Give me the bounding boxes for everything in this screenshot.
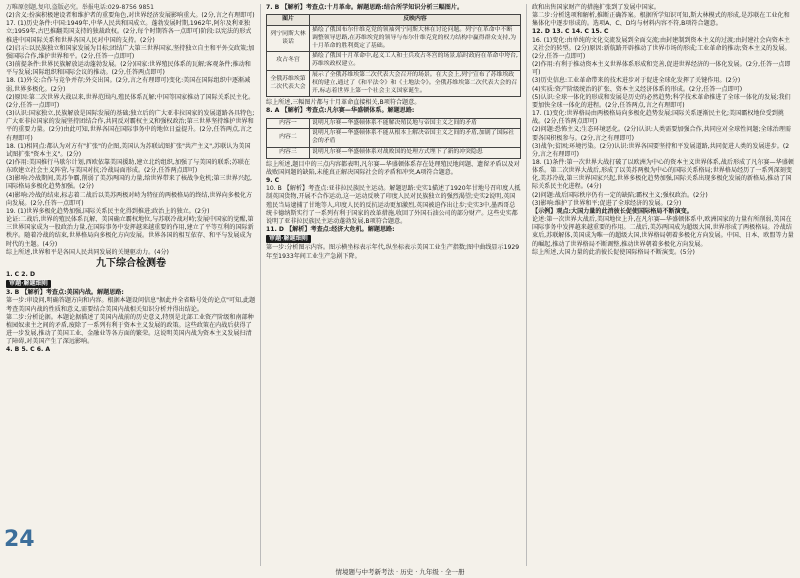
- answer-line: 9. C: [266, 177, 280, 185]
- paragraph: 综上所述,世界和平是各国人民共同发展的关键驱动力。(4分): [6, 248, 169, 256]
- table-row: [267, 148, 521, 159]
- paragraph: (2)问题:恐怖主义;生态环境恶化。(2分)认识:人类需要加强合作,共同应对全球性问题;全球治理需要各国积极参与。(2分,言之有理即可): [532, 126, 791, 142]
- section-tag: 审题·解题细则: [266, 235, 311, 243]
- analysis-table-2: [266, 118, 521, 159]
- footer-text: 情境题与中考新考法 · 历史 · 九年级 · 全一册: [335, 568, 465, 576]
- analysis-table-1: [266, 14, 521, 97]
- paragraph: 10. B 【解析】考查点:亚非拉民族民主运动。解题思路:史实1描述了1920年甘地号召印度人抵制英国货物,开展不合作运动,这一运动反映了印度人民对民族独立的强烈渴望;史实2说明,英国殖民当局逮捕了甘地等人,印度人民的反抗运动更加激烈,英国被迫作出让步;史实3中,墨西哥总统卡德纳斯实行了一系列有利于国家的改革措施,收回了外国石油公司的部分财产。这些史实都说明了亚非拉民族民主运动蓬勃发展,B项符合题意。: [266, 185, 521, 225]
- paragraph: 第二步:分析选项和解析,推断正确答案。根据所学知识可知,斯大林模式的形成,是苏联在工业化和集体化中逐步形成的。选项A、C、D均与材料内容不符,B项符合题意。: [532, 12, 790, 28]
- answer-line: 11. D 【解析】考查点:经济大危机。解题思路:: [266, 226, 395, 234]
- paragraph: (4)实质:资产阶级统治的扩张、资本主义经济体系的形成。(2分,任答一点即可): [532, 85, 743, 93]
- paragraph: 论证:二战后,世界的殖民体系瓦解、美国确立霸权地位,与苏联冷战对峙;发展中国家的觉醒,第三世界国家成为一股政治力量,在国际事务中发挥越来越重要的作用,建立了平等互利的国际新秩序。随着冷战的结束,世界格局向多极化方向发展。世界各国的相互依存、和平与发展成为时代的主题。(4分): [6, 216, 254, 248]
- table-header: 反映内容: [310, 15, 521, 26]
- section-title: 九下综合检测卷: [96, 257, 166, 269]
- table-cell: 说明凡尔赛—华盛顿体系不能解决殖民地与帝国主义之间的矛盾: [310, 118, 521, 129]
- paragraph: (3)影响:维护了世界和平;促进了全球经济的发展。(2分): [532, 199, 682, 207]
- header-notice: 万唯原创题,复印,盗版必究。举报电话:029-8756 9851: [6, 4, 154, 11]
- table-row: [267, 52, 521, 71]
- table-cell: 描绘了俄国十月革命中,起义工人和士兵攻占冬宫的场景,临时政府在革命中垮台,苏维埃政权建立。: [310, 52, 521, 71]
- paragraph: (2)原因:第二次世界大战以来,世界范围内,殖民体系瓦解;中国等国家推动了国际关系民主化。(2分,任答一点即可): [6, 93, 255, 109]
- paragraph: 综上所述,大国力量的此消彼长促使国际格局不断演变。(5分): [532, 248, 695, 256]
- column-divider: [526, 4, 527, 566]
- paragraph: (3)认识:国家独立,民族解放是国际发展的基础;独立后的广大亚非拉国家的发展道路各具特色;广大亚非拉国家的发展坚持团结合作,共同反对霸权主义和强权政治;第三世界坚持维护世界和平的重要力量。(2分)由此可知,世界各国在国际事务中的地位日益提升。(2分,任答两点,言之有理即可): [6, 110, 255, 142]
- paragraph: 第二步:分析论据。本题论据描述了美国内战前的历史意义,特别是北部工业资产阶级和南部种植园奴隶主之间的矛盾,废除了一系列有利于资本主义发展的政策。这些政策在内战后获得了进一步发展,推动了美国工业、金融业等各方面的繁荣。这说明美国内战为资本主义发展扫清了障碍,对美国产生了深远影响。: [6, 313, 254, 346]
- paragraph: 17. (1)变化:世界格局由两极格局向多极化趋势发展;国际关系逐渐民主化;美国霸权地位受到挑战。(2分,任答两点即可): [532, 110, 784, 126]
- paragraph: 综上所述,题目中的三点内容都表明,凡尔赛—华盛顿体系存在处理殖民地问题、遗留矛盾以及对战败国问题的缺陷,未能真正解决国际社会的矛盾和冲突,A项符合题意。: [266, 160, 520, 176]
- table-cell: 内容三: [267, 148, 310, 159]
- paragraph: (3)战争;贫困;环境污染。(2分)认识:世界各国要坚持和平发展道路,共同促进人类的发展进步。(2分,言之有理即可): [532, 142, 790, 158]
- paragraph: (4)影响:冷战的结束,标志着二战后以美苏两极对峙为特征的两极格局的终结,世界向多极化方向发展。(2分,任答一点即可): [6, 191, 253, 207]
- table-cell: 说明凡尔赛—华盛顿体系不能从根本上解决帝国主义之间的矛盾,加剧了国际社会的矛盾: [310, 129, 521, 148]
- paragraph: (2)作用:有利于推动资本主义世界体系形成和完善,促进世界经济的一体化发展。(2分,任答一点即可): [532, 61, 791, 77]
- table-cell: 描绘了俄国布尔什维克党的领袖列宁同斯大林在讨论问题。列宁在革命中不断调整领导思路,在苏维埃党的领导与布尔什维克党的权力结构中赢得群众支持,为十月革命的胜利奠定了基础。: [310, 25, 521, 51]
- paragraph: (3)历史信息:工业革命带来的技术进步对于促进全球化发挥了关键作用。(2分): [532, 77, 741, 85]
- table-cell: 攻占冬宫: [267, 52, 310, 71]
- paragraph: 17. (1)历史条件:中国:1949年,中华人民共和国成立。蓬勃发展时期,1962年,阿尔及利亚独立;1959年,古巴推翻美国支持的独裁政权。(2分,每个时期答各一点即可)阶段:以宪法的形式推进中国国际关系和世界各国人民对中国的支持。(2分): [6, 20, 252, 44]
- table-row: [267, 129, 521, 148]
- paragraph: 政和出售国家财产的措施扩张到了发展中国家。: [532, 4, 660, 11]
- paragraph: (3)影响:冷战期间,美苏争霸,削弱了美苏两国的力量,给世界带来了核战争危机;第三世界兴起,国际格局多极化趋势加强。(2分): [6, 175, 252, 191]
- paragraph: (2)问题:战后国际秩序仍有一定的缺陷;霸权主义;强权政治。(2分): [532, 191, 708, 199]
- paragraph: 第一步:分析图示内容。图示横坐标表示年代,纵坐标表示美国工业生产指数;图中曲线显示1929年至1933年间工业生产急剧下降。: [266, 244, 520, 260]
- answer-line: 4. B 5. C 6. A: [6, 346, 51, 354]
- paragraph: 16. (1)变化:由单纯的文化交流发展到全面交流;由封建制到资本主义的过渡;由封建社会向资本主义社会的转型。(2分)原因:新航路开辟推动了世界市场的形成;工业革命的推动;资本主义的发展。(2分,任答一点即可): [532, 36, 791, 60]
- paragraph: 18. (1)外交:合作与竞争并存;外交出国。(2分,言之有理即可)变化:美国在国际组织中逐渐减弱,世界多极化。(2分): [6, 77, 251, 93]
- column-divider: [260, 4, 261, 566]
- section-tag: 审题·解题细则: [6, 280, 51, 288]
- column-middle: [266, 4, 521, 261]
- page-number: 24: [4, 527, 35, 552]
- paragraph: 第一步:审设问,明确答题方向和内容。根据本题设问信息"据此并全省略号处的论点"可知,此题考查美国内战的性质和意义,需要结合美国内战相关知识分析并得出结论。: [6, 297, 256, 313]
- table-cell: 展示了全俄苏维埃第二次代表大会召开的场景。在大会上,列宁宣布了苏维埃政权的建立,通过了《和平法令》和《土地法令》。全俄苏维埃第二次代表大会的召开,标志着世界上第一个社会主义国家诞生。: [310, 70, 521, 96]
- paragraph: 论述:第一次世界大战后,美国地位上升,在凡尔赛—华盛顿体系中,欧洲国家的力量有所削弱,美国在国际事务中发挥越来越重要的作用。二战后,美苏两国成为超级大国,世界形成了两极格局。冷战结束后,苏联解体,美国成为唯一的超级大国,世界格局朝着多极化方向发展。中国、日本、欧盟等力量的崛起,推动了世界格局不断调整,推动世界朝着多极化方向发展。: [532, 216, 794, 248]
- column-right: [532, 4, 794, 257]
- table-cell: 列宁同斯大林谈话: [267, 25, 310, 51]
- table-row: [267, 25, 521, 51]
- table-row: [267, 118, 521, 129]
- answer-line: 8. A 【解析】考查点:凡尔赛—华盛顿体系。解题思路:: [266, 107, 415, 115]
- paragraph: (3)前提条件:世界民族解放运动蓬勃发展。(2分)国家:世界殖民体系的瓦解;客观条件;推动和平与发展;国际组织和国际会议的推动。(2分,任答两点即可): [6, 61, 251, 77]
- paragraph: (5)认识:全球一体化的形成和发展是历史的必然趋势;科学技术革命推进了全球一体化的发展;我们要加快全球一体化的进程。(2分,任答两点,言之有理即可): [532, 93, 791, 109]
- paragraph: (2)启示:以民族独立和国家发展为目标;团结广大第三世界国家,坚持独立自主和平外交政策;加强国际合作,维护世界和平。(2分,任答一点即可): [6, 44, 255, 60]
- table-cell: 内容二: [267, 129, 310, 148]
- table-cell: 全俄苏维埃第二次代表大会: [267, 70, 310, 96]
- paragraph: 19. (1)世界多极化趋势加强,国际关系民主化得到推进;政治上的独立。(2分): [6, 207, 210, 215]
- column-left: [6, 4, 256, 355]
- paragraph: (2)含义:扮演积极建设者和维护者的重要角色,对世界经济发展影响重大。(2分,言之有理即可): [6, 12, 255, 20]
- paragraph: (2)作用:美国推行马歇尔计划,西欧依靠美国援助,建立北约组织,加强了与美国的联系;苏联在东欧建立社会主义阵营,与美国对抗;冷战局面形成。(2分,任答两点即可): [6, 158, 251, 175]
- answer-line: 1. C 2. D: [6, 271, 36, 278]
- paragraph: 18. (1)相同点:都认为对方有"扩张"的企图,美国认为苏联试图扩张"共产主义",苏联认为美国试图扩张"资本主义"。(2分): [6, 142, 251, 158]
- table-cell: 说明凡尔赛—华盛顿体系对战败国的处理方式埋下了新的冲突隐患: [310, 148, 521, 159]
- answer-line: 3. B 【解析】考查点:美国内战。解题思路:: [6, 289, 124, 297]
- paragraph: 18. (1)条件:第一次世界大战打破了以欧洲为中心的资本主义世界体系,战后形成了凡尔赛—华盛顿体系。第二次世界大战后,形成了以美苏两极为中心的国际关系格局;世界格局经历了一系列深刻变化,美苏冷战,第三世界国家兴起,世界多极化趋势加强,国际关系出现多极化发展的新格局,推动了国际关系民主化进程。(4分): [532, 158, 794, 191]
- table-row: [267, 70, 521, 96]
- answer-line: 12. D 13. C 14. C 15. C: [532, 28, 609, 36]
- paragraph: 综上所述,三幅图片都与十月革命直接相关,B项符合题意。: [266, 99, 421, 107]
- paragraph: 【示例】观点:大国力量的此消彼长促使国际格局不断演变。: [532, 207, 693, 215]
- table-header: 图片: [267, 15, 310, 26]
- answer-line: 7. B 【解析】考查点:十月革命。解题思路:结合所学知识分析三幅图片。: [266, 4, 464, 11]
- table-cell: 内容一: [267, 118, 310, 129]
